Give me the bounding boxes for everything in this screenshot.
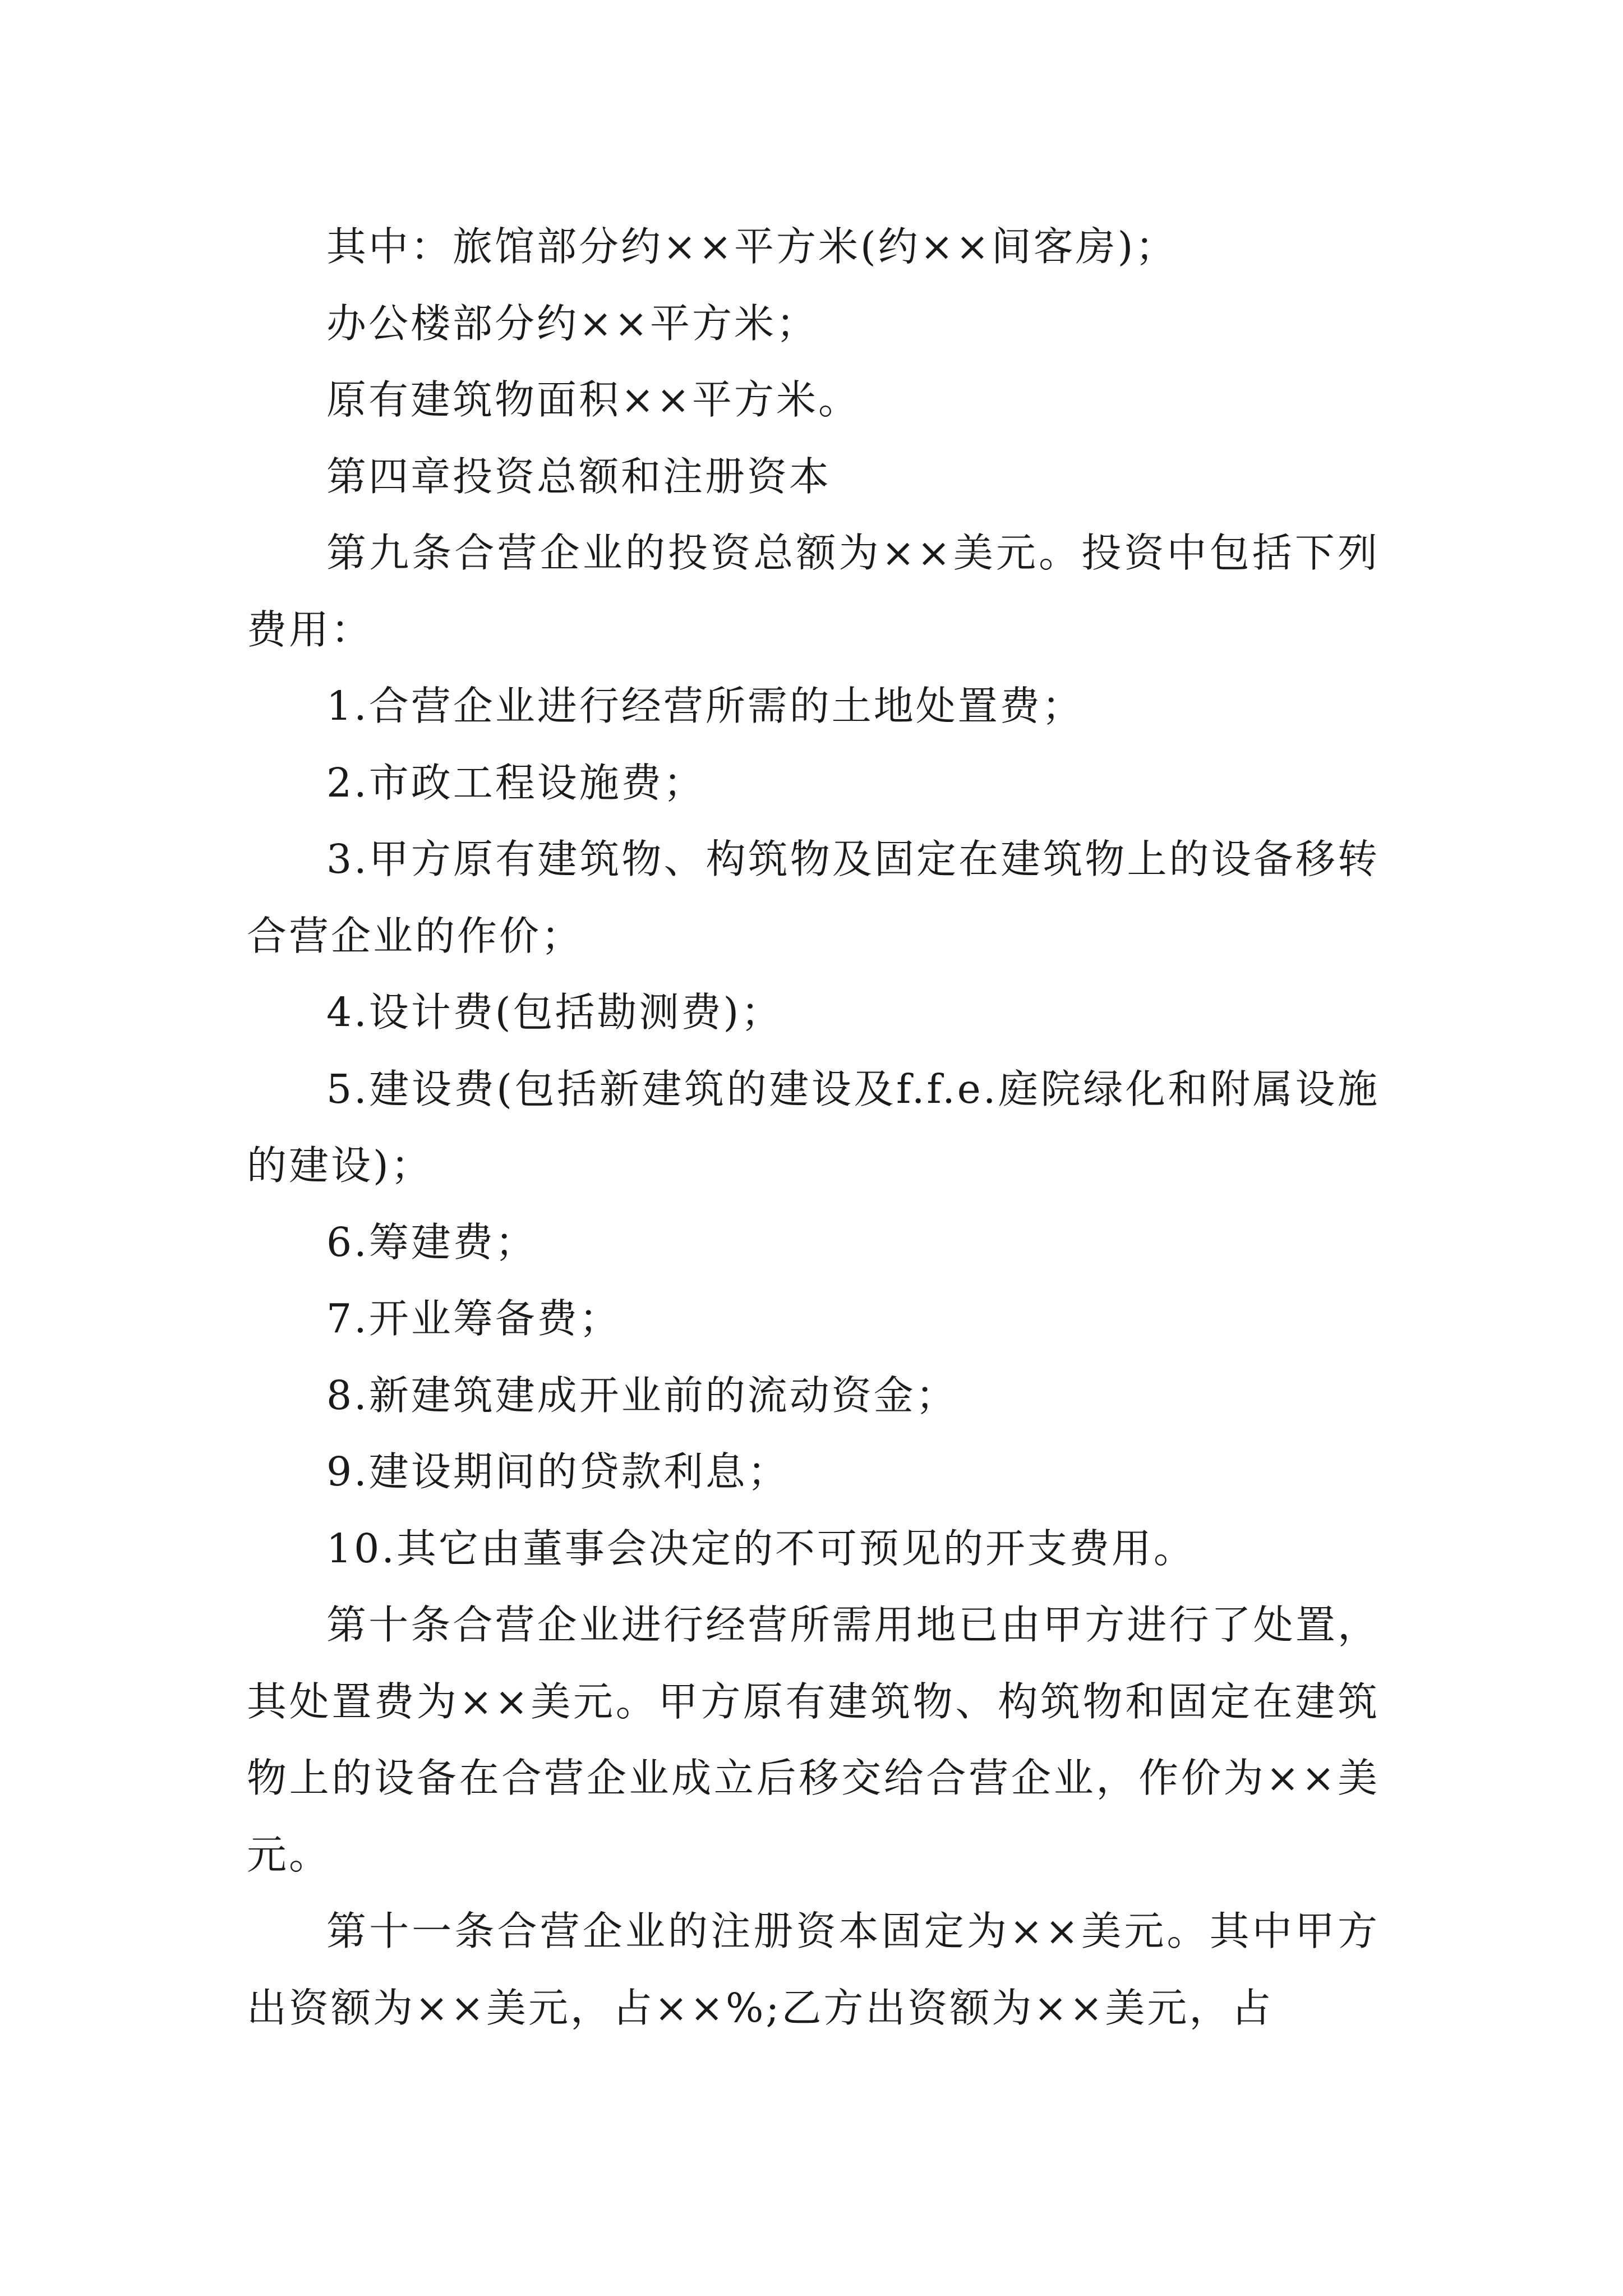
list-item-5: 5.建设费(包括新建筑的建设及f.f.e.庭院绿化和附属设施的建设)； <box>247 1065 1380 1189</box>
document-body <box>247 209 1380 2046</box>
article-9: 第九条合营企业的投资总额为××美元。投资中包括下列费用： <box>247 530 1380 653</box>
article-11: 第十一条合营企业的注册资本固定为××美元。其中甲方出资额为××美元，占××%;乙方出资额为××美元，占 <box>247 1908 1380 2031</box>
list-item-10: 10.其它由董事会决定的不可预见的开支费用。 <box>326 1525 1196 1572</box>
chapter-heading: 第四章投资总额和注册资本 <box>326 453 832 500</box>
list-item-3: 3.甲方原有建筑物、构筑物及固定在建筑物上的设备移转合营企业的作价； <box>247 836 1380 959</box>
article-10: 第十条合营企业进行经营所需用地已由甲方进行了处置，其处置费为××美元。甲方原有建筑物、构筑物和固定在建筑物上的设备在合营企业成立后移交给合营企业，作价为××美元。 <box>247 1602 1380 1878</box>
list-item-2: 2.市政工程设施费； <box>326 759 706 806</box>
paragraph-existing-building-area: 原有建筑物面积××平方米。 <box>326 376 860 423</box>
list-item-9: 9.建设期间的贷款利息； <box>326 1448 790 1495</box>
list-item-7: 7.开业筹备费； <box>326 1295 621 1342</box>
list-item-4: 4.设计费(包括勘测费)； <box>326 989 783 1036</box>
list-item-6: 6.筹建费； <box>326 1218 537 1266</box>
list-item-8: 8.新建筑建成开业前的流动资金； <box>326 1372 958 1419</box>
list-item-1: 1.合营企业进行经营所需的土地处置费； <box>326 683 1084 729</box>
paragraph-hotel-area: 其中：旅馆部分约××平方米(约××间客房)； <box>326 223 1178 270</box>
paragraph-office-area: 办公楼部分约××平方米； <box>326 300 818 347</box>
